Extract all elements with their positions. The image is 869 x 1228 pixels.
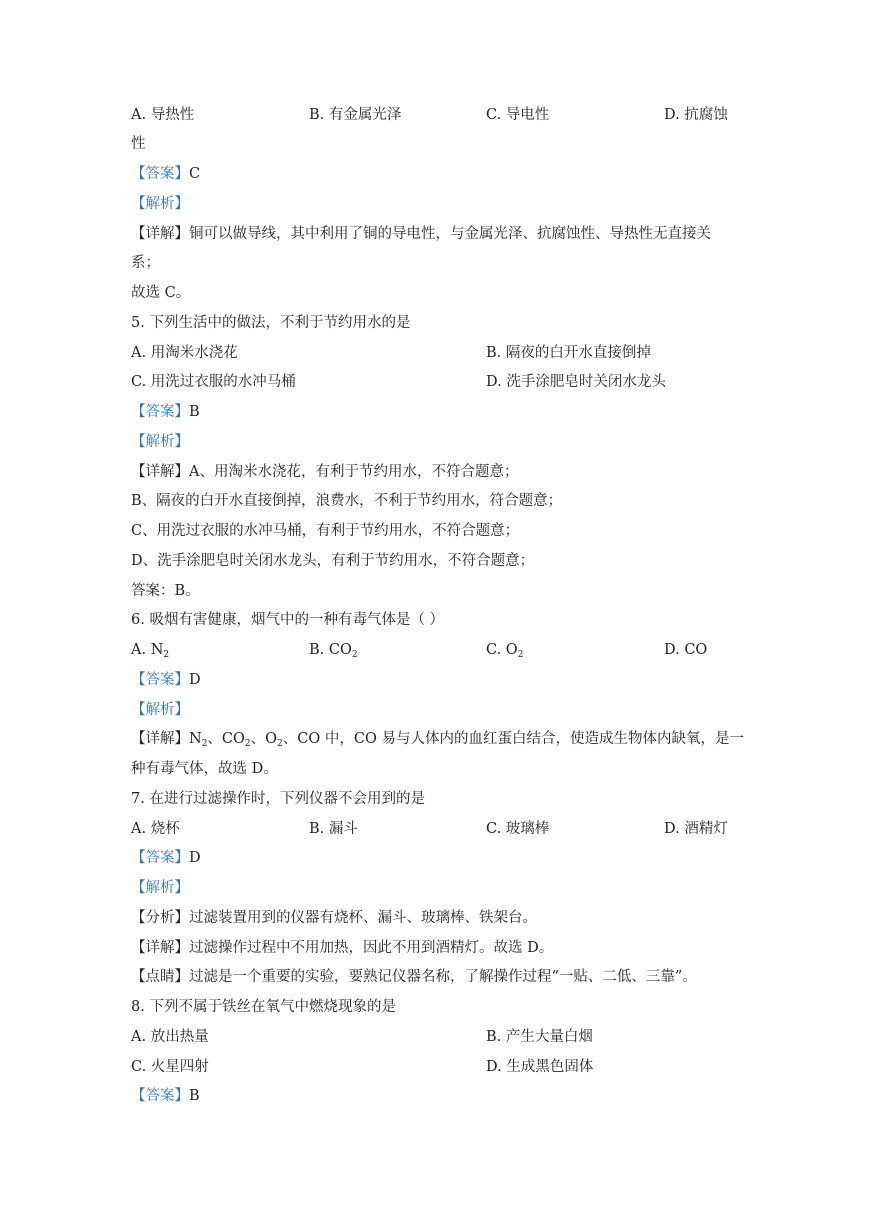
q6-detail-mid2: 、O (250, 731, 278, 747)
q4-option-d: D. 抗腐蚀 (664, 107, 728, 123)
q6-option-d: D. CO (664, 642, 708, 658)
q6-answer-value: D (189, 672, 201, 688)
q5-conclusion: 答案：B。 (131, 583, 200, 599)
q6-answer (131, 670, 201, 690)
q8-option-c: C. 火星四射 (131, 1059, 209, 1075)
q4-detail: 【详解】铜可以做导线，其中利用了铜的导电性，与金属光泽、抗腐蚀性、导热性无直接关 (131, 226, 711, 242)
q4-detail-wrap: 系； (131, 255, 160, 271)
q6-option-b-text: B. CO (309, 642, 352, 658)
q7-detail: 【详解】过滤操作过程中不用加热，因此不用到酒精灯。故选 D。 (131, 940, 554, 956)
q4-conclusion: 故选 C。 (131, 285, 191, 301)
q5-option-c: C. 用洗过衣服的水冲马桶 (131, 374, 296, 390)
q6-detail-sub-1: 2 (201, 739, 208, 749)
q8-option-a: A. 放出热量 (131, 1029, 209, 1045)
q5-detail-b: B、隔夜的白开水直接倒掉，浪费水，不利于节约用水，符合题意； (131, 493, 563, 509)
q4-analysis-label: 【解析】 (131, 196, 189, 212)
q4-option-c: C. 导电性 (486, 107, 550, 123)
q5-detail-a: 【详解】A、用淘米水浇花，有利于节约用水，不符合题意； (131, 464, 519, 480)
answer-label: 【答案】 (131, 1088, 189, 1104)
q7-answer-value: D (189, 850, 201, 866)
q5-option-d: D. 洗手涂肥皂时关闭水龙头 (486, 374, 666, 390)
q8-answer-value: B (189, 1088, 200, 1104)
q6-detail-sub-2: 2 (244, 739, 251, 749)
q7-answer (131, 848, 201, 868)
q5-answer (131, 402, 200, 422)
q8-stem: 8. 下列不属于铁丝在氧气中燃烧现象的是 (131, 999, 396, 1015)
q6-detail-prefix: 【详解】N (131, 731, 202, 747)
q4-answer-value: C (189, 166, 201, 182)
q7-option-a: A. 烧杯 (131, 821, 180, 837)
q6-option-a (131, 640, 169, 665)
q7-option-c: C. 玻璃棒 (486, 821, 550, 837)
q6-option-c (486, 640, 523, 665)
answer-label: 【答案】 (131, 404, 189, 420)
q6-detail-sub-3: 2 (277, 739, 283, 749)
q5-analysis-label: 【解析】 (131, 434, 189, 450)
q7-option-b: B. 漏斗 (309, 821, 358, 837)
q7-option-d: D. 酒精灯 (664, 821, 728, 837)
q6-detail (131, 729, 744, 754)
answer-label: 【答案】 (131, 672, 189, 688)
q6-analysis-label: 【解析】 (131, 702, 189, 718)
answer-label: 【答案】 (131, 850, 189, 866)
q7-analysis-label: 【解析】 (131, 880, 189, 896)
q4-answer (131, 164, 200, 184)
q6-detail-rest: 、CO 中，CO 易与人体内的血红蛋白结合，使造成生物体内缺氧，是一 (282, 731, 744, 747)
q6-detail-mid: 、CO (207, 731, 245, 747)
q4-option-a: A. 导热性 (131, 107, 195, 123)
q8-option-d: D. 生成黑色固体 (486, 1059, 594, 1075)
q5-detail-c: C、用洗过衣服的水冲马桶，有利于节约用水，不符合题意； (131, 523, 520, 539)
q7-comment: 【点睛】过滤是一个重要的实验，要熟记仪器名称，了解操作过程“一贴、二低、三靠”。 (131, 969, 697, 985)
q8-option-b: B. 产生大量白烟 (486, 1029, 593, 1045)
q6-option-a-text: A. N (131, 642, 164, 658)
q4-option-d-wrap: 性 (131, 136, 146, 152)
q6-option-c-sub: 2 (517, 650, 524, 660)
q6-option-c-text: C. O (486, 642, 518, 658)
q6-option-b-sub: 2 (351, 650, 358, 660)
q5-detail-d: D、洗手涂肥皂时关闭水龙头，有利于节约用水，不符合题意； (131, 553, 535, 569)
q5-option-a: A. 用淘米水浇花 (131, 345, 238, 361)
q4-option-b: B. 有金属光泽 (309, 107, 402, 123)
q6-option-b (309, 640, 358, 665)
q6-option-a-sub: 2 (163, 650, 170, 660)
answer-label: 【答案】 (131, 166, 189, 182)
q5-answer-value: B (189, 404, 200, 420)
q6-detail-wrap: 种有毒气体，故选 D。 (131, 761, 278, 777)
q5-stem: 5. 下列生活中的做法，不利于节约用水的是 (131, 315, 411, 331)
q7-stem: 7. 在进行过滤操作时，下列仪器不会用到的是 (131, 791, 425, 807)
q7-analysis: 【分析】过滤装置用到的仪器有烧杯、漏斗、玻璃棒、铁架台。 (131, 910, 537, 926)
q8-answer (131, 1086, 200, 1106)
q5-option-b: B. 隔夜的白开水直接倒掉 (486, 345, 651, 361)
q6-stem: 6. 吸烟有害健康，烟气中的一种有毒气体是（ ） (131, 612, 445, 628)
